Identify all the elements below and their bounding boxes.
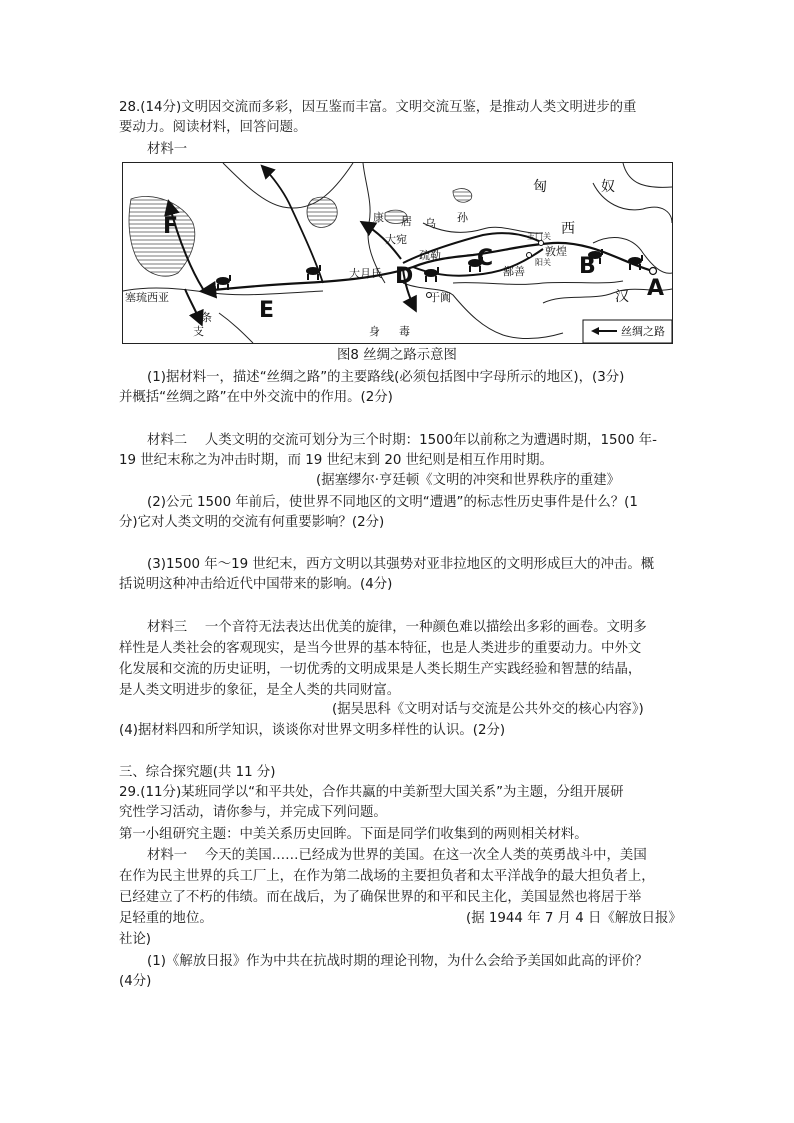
q28-1-line1: (1)据材料一，描述“丝绸之路”的主要路线(必须包括图中字母所示的地区)，(3分) (147, 370, 625, 385)
map-letter-a: A (647, 276, 665, 301)
map-letter-f: F (163, 214, 179, 239)
material3-line2: 样性是人类社会的客观现实，是当今世界的基本特征，也是人类进步的重要动力。中外文 (119, 641, 642, 656)
q28-stem-line1: 28.(14分)文明因交流而多彩，因互鉴而丰富。文明交流互鉴，是推动人类文明进步的重 (119, 100, 637, 115)
map-letter-e: E (259, 298, 275, 323)
q28-1-line2: 并概括“丝绸之路”在中外交流中的作用。(2分) (119, 390, 393, 405)
place-yumenguan: 玉门关 (527, 232, 551, 241)
material3-line3: 化发展和交流的历史证明，一切优秀的文明成果是人类长期生产实践经验和智慧的结晶， (119, 662, 642, 677)
material2-line2: 19 世纪末称之为冲击时期，而 19 世纪末到 20 世纪则是相互作用时期。 (119, 453, 553, 468)
route-tiaozhi (185, 289, 201, 323)
material2-source: (据塞缪尔·亨廷顿《文明的冲突和世界秩序的重建》 (316, 473, 621, 488)
map-legend (583, 320, 672, 343)
place-han: 汉 (615, 289, 629, 305)
coastline (219, 313, 253, 343)
group1-topic: 第一小组研究主题：中美关系历史回眸。下面是同学们收集到的两则相关材料。 (119, 827, 588, 842)
coastline (403, 283, 563, 339)
q29-material1-line3: 已经建立了不朽的伟绩。而在战后，为了确保世界的和平和民主化，美国显然也将居于举 (119, 890, 642, 905)
river (593, 238, 672, 274)
figure-caption: 图8 丝绸之路示意图 (337, 348, 457, 363)
q29-1-line2: (4分) (119, 974, 152, 989)
place-kangju-1: 康 (373, 211, 384, 224)
mountain-line (453, 281, 623, 284)
camel-icon (424, 267, 439, 282)
map-letter-d: D (395, 264, 414, 289)
map-letter-c: C (477, 246, 494, 271)
q28-2-line2: 分)它对人类文明的交流有何重要影响？(2分) (119, 515, 385, 530)
place-tiaozhi-2: 支 (193, 325, 204, 338)
place-shanshan: 鄯善 (503, 265, 525, 278)
place-dawan: 大宛 (385, 233, 407, 246)
place-yutian: 于阗 (429, 291, 451, 304)
place-kangju-2: 居 (401, 215, 412, 228)
camel-icon (216, 275, 231, 290)
aral-sea (307, 197, 337, 227)
q29-material1-source-cont: 社论) (119, 932, 152, 947)
q28-2-line1: (2)公元 1500 年前后，使世界不同地区的文明“遭遇”的标志性历史事件是什么？(1 (147, 495, 638, 510)
city-marker (539, 241, 544, 246)
q28-4: (4)据材料四和所学知识，谈谈你对世界文明多样性的认识。(2分) (119, 723, 506, 738)
place-wusun-1: 乌 (425, 217, 436, 230)
material3-line4: 是人类文明进步的象征，是全人类的共同财富。 (119, 683, 401, 698)
q29-material1-line1: 材料一 今天的美国……已经成为世界的美国。在这一次全人类的英勇战斗中，美国 (147, 848, 647, 863)
place-saileucid: 塞琉西亚 (125, 291, 169, 304)
material1-label: 材料一 (147, 142, 188, 157)
place-xiongnu-1: 匈 (533, 179, 547, 195)
place-xi: 西 (561, 221, 575, 237)
mountain-line (423, 223, 543, 233)
place-shule: 疏勒 (419, 249, 441, 262)
silk-road-map (122, 162, 673, 344)
section3-heading: 三、综合探究题(共 11 分) (119, 765, 276, 780)
q29-material1-line4: 足轻重的地位。 (119, 911, 213, 926)
place-tiaozhi-1: 条 (201, 311, 212, 324)
place-dunhuang: 敦煌 (545, 245, 567, 258)
camel-icon (628, 255, 643, 270)
place-xiongnu-2: 奴 (601, 179, 615, 195)
place-wusun-2: 孙 (457, 211, 468, 224)
place-shandu-1: 身 (369, 325, 380, 338)
city-marker (650, 268, 657, 275)
q28-3-line1: (3)1500 年～19 世纪末，西方文明以其强势对亚非拉地区的文明形成巨大的冲击。概 (147, 557, 655, 572)
legend-label: 丝绸之路 (621, 325, 665, 338)
sea-edge (623, 163, 672, 187)
caspian-sea (129, 196, 195, 276)
q29-material1-line2: 在作为民主世界的兵工厂上，在作为第二战场的主要担负者和太平洋战争的最大担负者上， (119, 869, 655, 884)
north-lake (453, 189, 472, 203)
place-yangguan: 阳关 (535, 258, 551, 267)
place-dayuezhi: 大月氏 (349, 267, 382, 280)
q29-material1-source: (据 1944 年 7 月 4 日《解放日报》 (466, 911, 682, 926)
material3-line1: 材料三 一个音符无法表达出优美的旋律，一种颜色难以描绘出多彩的画卷。文明多 (147, 620, 647, 635)
camel-icon (306, 265, 321, 280)
material2-line1: 材料二 人类文明的交流可划分为三个时期：1500年以前称之为遭遇时期，1500 年- (147, 433, 657, 448)
place-shandu-2: 毒 (399, 325, 410, 338)
q29-line1: 29.(11分)某班同学以“和平共处，合作共赢的中美新型大国关系”为主题，分组开展研 (119, 785, 624, 800)
q28-stem-line2: 要动力。阅读材料，回答问题。 (119, 120, 307, 135)
material3-source: (据吴思科《文明对话与交流是公共外交的核心内容》) (332, 702, 644, 717)
q28-3-line2: 括说明这种冲击给近代中国带来的影响。(4分) (119, 577, 393, 592)
map-letter-b: B (579, 254, 596, 279)
q29-1-line1: (1)《解放日报》作为中共在抗战时期的理论刊物，为什么会给予美国如此高的评价？ (147, 954, 649, 969)
silk-road-map-svg (123, 163, 672, 343)
q29-line2: 究性学习活动，请你参与，并完成下列问题。 (119, 805, 387, 820)
city-marker (527, 253, 532, 258)
